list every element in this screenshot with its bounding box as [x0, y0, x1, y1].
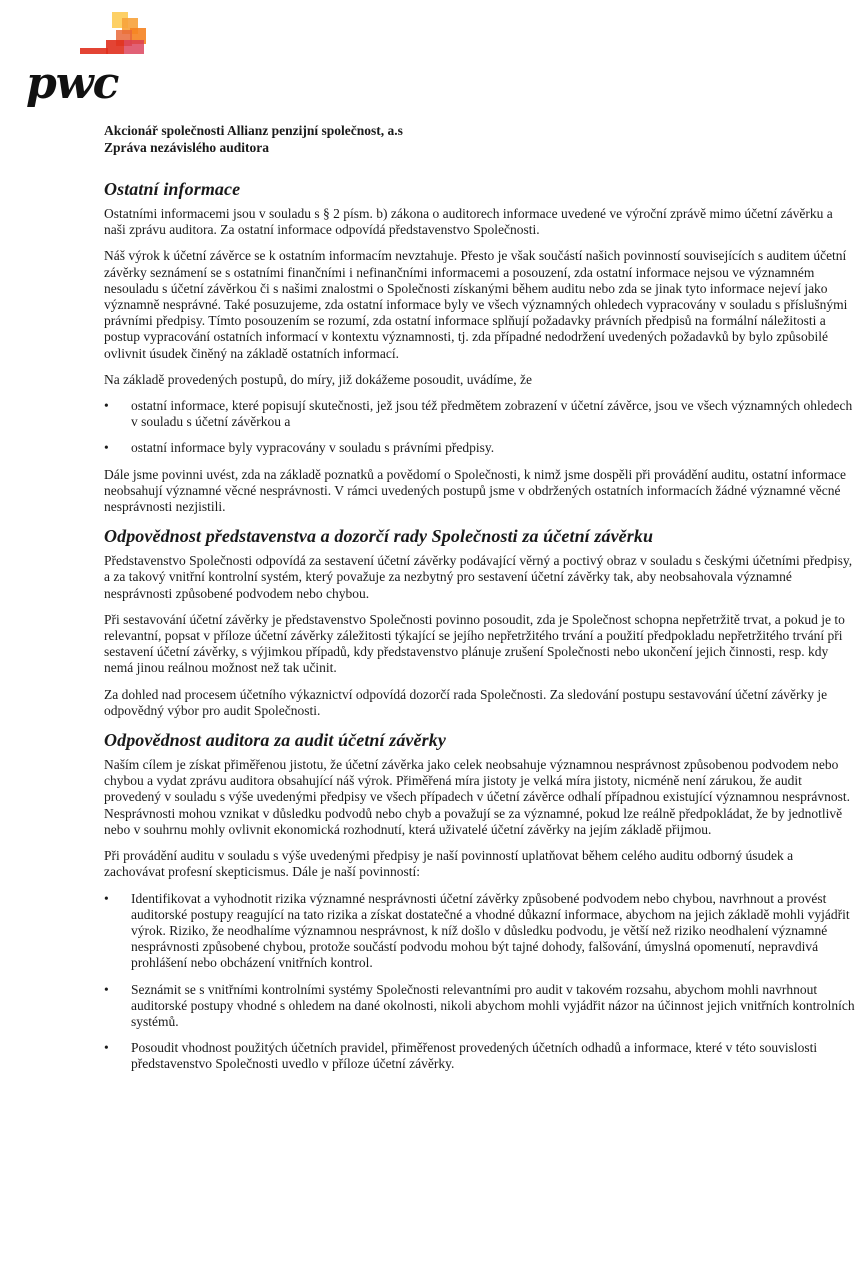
bullet-icon: •: [104, 440, 109, 456]
paragraph: Dále jsme povinni uvést, zda na základě poznatků a povědomí o Společnosti, k nimž jsme dospěli při provádění auditu, ostatní informace neobsahují významné věcné nesprávnosti. V rámci uvedených postupů jsme v obdržených ostatních informacích žádné významné věcné nesprávnosti nezjistili.: [104, 466, 846, 515]
list-item-text: ostatní informace, které popisují skutečnosti, jež jsou též předmětem zobrazení v účetní závěrce, jsou ve všech významných ohledech v souladu s účetní závěrkou a: [131, 398, 853, 430]
list-item-text: Identifikovat a vyhodnotit rizika významné nesprávnosti účetní závěrky způsobené podvodem nebo chybou, navrhnout a provést auditorské postupy reagující na tato rizika a získat dostatečné a vhodné důkazní informace, abychom na jejich základě mohli vyjádřit výrok. Riziko, že neodhalíme významnou nesprávnost, k níž došlo v důsledku podvodu, je větší než riziko neodhalení významné nesprávnosti způsobené chybou, protože součástí podvodu mohou být tajné dohody, falšování, úmyslná opomenutí, nepravdivá prohlášení nebo obcházení vnitřních kontrol.: [131, 890, 850, 971]
paragraph: Za dohled nad procesem účetního výkaznictví odpovídá dozorčí rada Společnosti. Za sledování postupu sestavování účetní závěrky je odpovědný výbor pro audit Společnosti.: [104, 686, 828, 718]
list-item: [104, 1040, 856, 1072]
paragraph: Náš výrok k účetní závěrce se k ostatním informacím nevztahuje. Přesto je však součástí našich povinností souvisejících s auditem účetní závěrky seznámení se s ostatními finančními i nefinančními informacemi a posouzení, zda ostatní informace nejsou ve významném nesouladu s účetní závěrkou či s našimi znalostmi o Společnosti získanými během auditu nebo zda se jinak tyto informace nejeví jako významně nesprávné. Také posuzujeme, zda ostatní informace byly ve všech významných ohledech vypracovány v souladu s příslušnými právními předpisy. Tímto posouzením se rozumí, zda ostatní informace splňují požadavky právních předpisů na formální náležitosti a postup vypracování ostatních informací v kontextu významnosti, tj. zda případné nedodržení uvedených požadavků by bylo způsobilé ovlivnit úsudek činěný na základě ostatních informací.: [104, 248, 848, 361]
pwc-logo: [24, 10, 154, 110]
list-item-text: ostatní informace byly vypracovány v souladu s právními předpisy.: [131, 440, 495, 456]
report-header: [104, 122, 403, 156]
paragraph: Představenstvo Společnosti odpovídá za sestavení účetní závěrky podávající věrný a poctivý obraz v souladu s českými účetními předpisy, a za takový vnitřní kontrolní systém, který považuje za nezbytný pro sestavení účetní závěrky tak, aby neobsahovala významné nesprávnosti způsobené podvodem nebo chybou.: [104, 553, 853, 601]
list-item: [104, 891, 856, 972]
report-title: Zpráva nezávislého auditora: [104, 140, 270, 155]
list-item-text: Posoudit vhodnost použitých účetních pravidel, přiměřenost provedených účetních odhadů a informace, které v této souvislosti představenstvo Společnosti uvedlo v příloze účetní závěrky.: [131, 1040, 818, 1072]
list-item-text: Seznámit se s vnitřními kontrolními systémy Společnosti relevantními pro audit v takovém rozsahu, abychom mohli navrhnout auditorské postupy vhodné s ohledem na dané okolnosti, nikoli abychom mohli vyjádřit názor na účinnost jejich vnitřních kontrolních systémů.: [131, 981, 855, 1029]
section-heading: Ostatní informace: [104, 179, 241, 199]
list-item: [104, 398, 856, 430]
paragraph: Při sestavování účetní závěrky je představenstvo Společnosti povinno posoudit, zda je Společnost schopna nepřetržitě trvat, a pokud je to relevantní, popsat v příloze účetní závěrky záležitosti týkající se jejího nepřetržitého trvání a použití předpokladu nepřetržitého trvání při sestavení účetní závěrky, s výjimkou případů, kdy představenstvo plánuje zrušení Společnosti nebo ukončení jejich činnosti, resp. kdy nemá jinou reálnou možnost než tak učinit.: [104, 611, 845, 676]
bullet-list: [104, 891, 856, 1073]
paragraph: Při provádění auditu v souladu s výše uvedenými předpisy je naší povinností uplatňovat během celého auditu odborný úsudek a zachovávat profesní skepticismus. Dále je naší povinností:: [104, 848, 794, 880]
paragraph: Ostatními informacemi jsou v souladu s § 2 písm. b) zákona o auditorech informace uvedené ve výroční zprávě mimo účetní závěrku a naši zprávu auditora. Za ostatní informace odpovídá představenstvo Společnosti.: [104, 206, 833, 238]
section-heading: Odpovědnost auditora za audit účetní závěrky: [104, 730, 446, 751]
paragraph: Na základě provedených postupů, do míry, již dokážeme posoudit, uvádíme, že: [104, 371, 532, 387]
report-body: [104, 178, 856, 1083]
logo-wordmark: pwc: [26, 58, 119, 109]
list-item: [104, 440, 856, 456]
bullet-icon: •: [104, 398, 109, 414]
bullet-icon: •: [104, 890, 109, 906]
bullet-list: [104, 398, 856, 457]
bullet-icon: •: [104, 981, 109, 997]
paragraph: Naším cílem je získat přiměřenou jistotu, že účetní závěrka jako celek neobsahuje významnou nesprávnost způsobenou podvodem nebo chybou a vydat zprávu auditora obsahující náš výrok. Přiměřená míra jistoty je velká míra jistoty, nicméně není zárukou, že audit provedený v souladu s výše uvedenými předpisy ve všech případech v účetní závěrce odhalí případnou existující významnou nesprávnost. Nesprávnosti mohou vznikat v důsledku podvodů nebo chyb a považují se za významné, pokud lze reálně předpokládat, že by jednotlivě nebo v souhrnu mohly ovlivnit ekonomická rozhodnutí, která uživatelé účetní závěrky na jejím základě přijmou.: [104, 757, 851, 837]
addressee-line: Akcionář společnosti Allianz penzijní společnost, a.s: [104, 123, 403, 138]
section-heading: Odpovědnost představenstva a dozorčí rady Společnosti za účetní závěrku: [104, 526, 654, 547]
list-item: [104, 982, 856, 1031]
bullet-icon: •: [104, 1040, 109, 1056]
